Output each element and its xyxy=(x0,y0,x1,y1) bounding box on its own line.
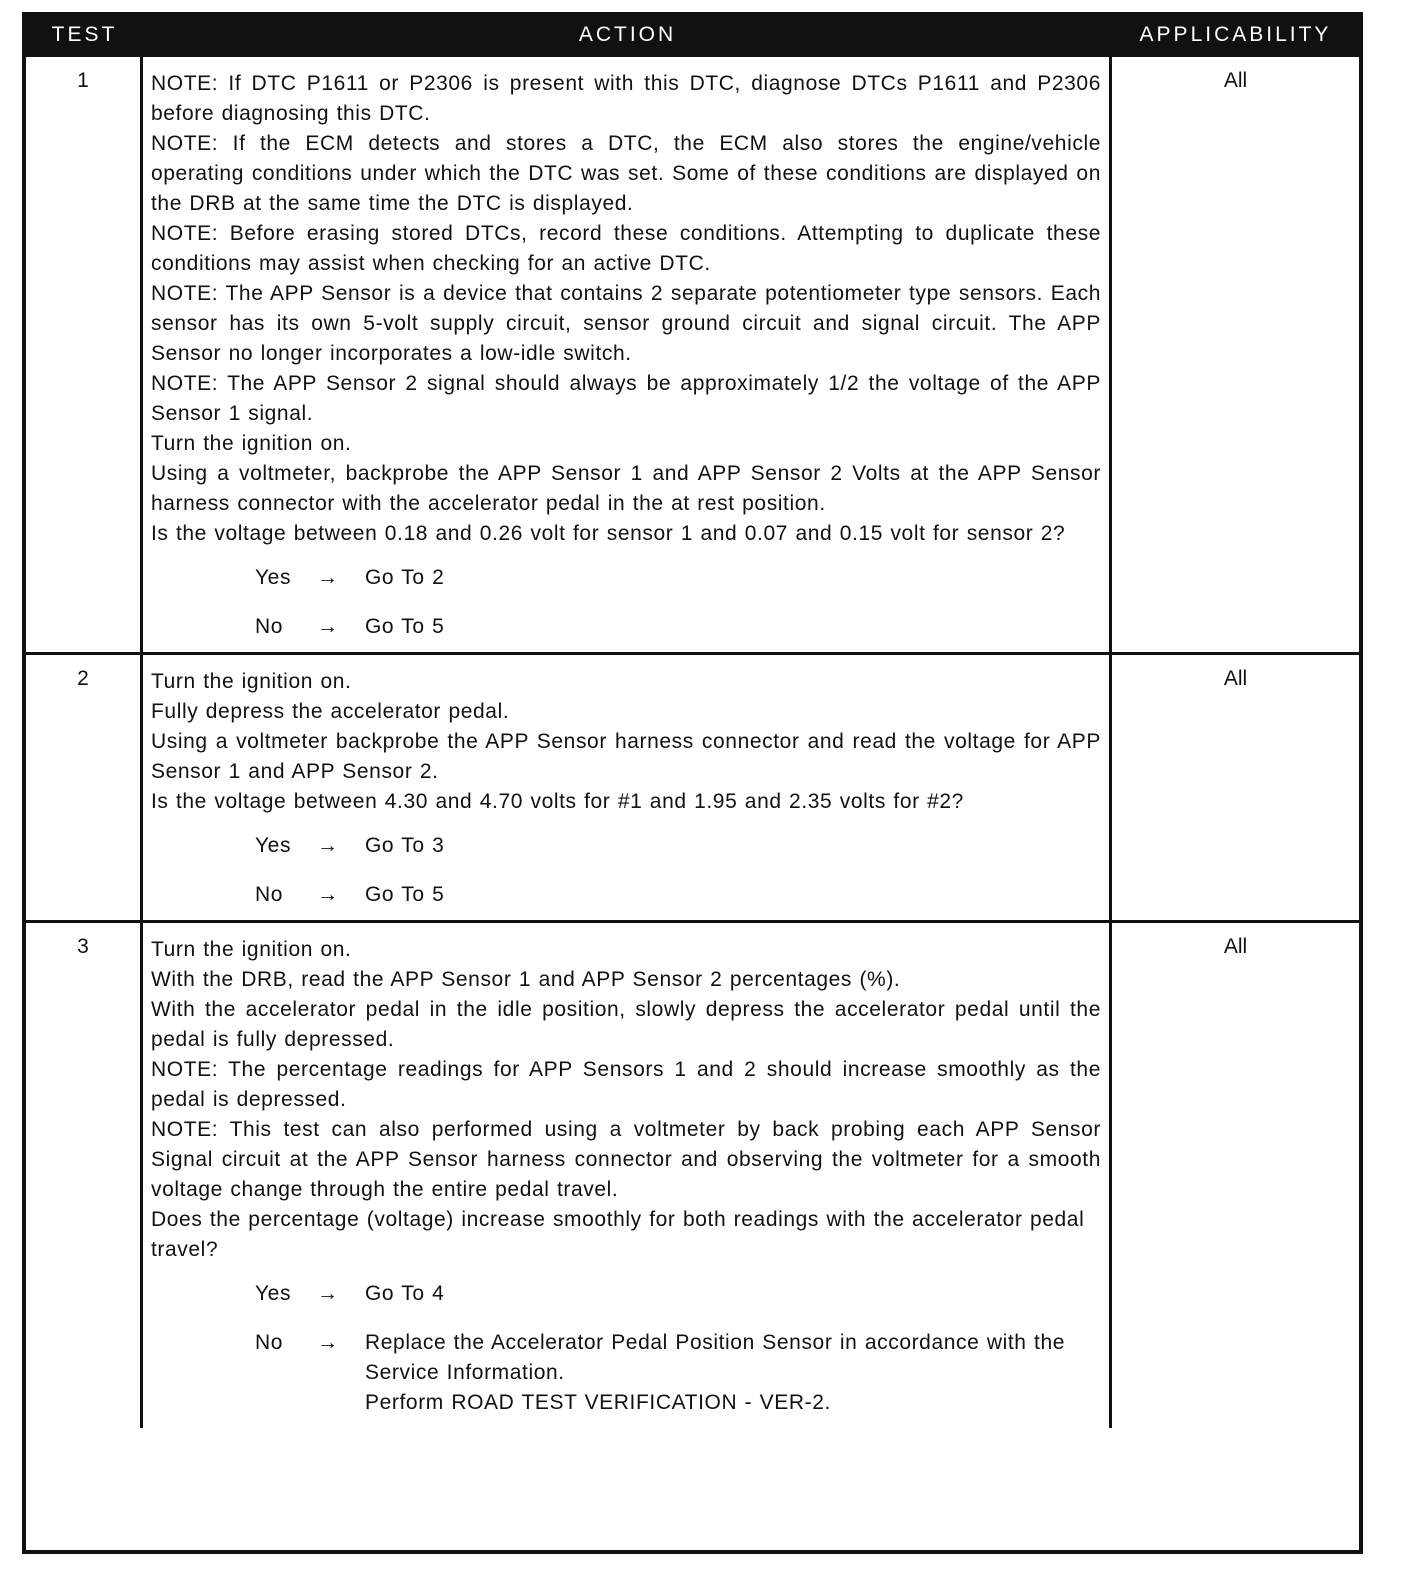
right-arrow-icon: → xyxy=(317,883,339,906)
answers xyxy=(151,1279,1101,1418)
applicability-value: All xyxy=(1223,667,1248,690)
table-header xyxy=(26,16,1359,54)
action-step: NOTE: The APP Sensor 2 signal should always be approximately 1/2 the voltage of the APP Sensor 1 signal. xyxy=(151,372,1101,425)
answer-yes xyxy=(151,1279,1101,1309)
answer-yes-text: Go To 4 xyxy=(365,1282,445,1305)
answer-no-label: No xyxy=(255,883,284,906)
action-step: Turn the ignition on. xyxy=(151,938,352,961)
answer-yes-label: Yes xyxy=(255,566,292,589)
action-step: Using a voltmeter, backprobe the APP Sensor 1 and APP Sensor 2 Volts at the APP Sensor harness connector with the accelerator pedal in the at rest position. xyxy=(151,462,1101,515)
applicability-value: All xyxy=(1223,935,1248,958)
answer-yes xyxy=(151,563,1101,593)
answer-no-text: Go To 5 xyxy=(365,615,445,638)
answer-no-text: Go To 5 xyxy=(365,883,445,906)
answer-yes xyxy=(151,831,1101,861)
action-question: Is the voltage between 4.30 and 4.70 volts for #1 and 1.95 and 2.35 volts for #2? xyxy=(151,790,964,813)
header-test: TEST xyxy=(51,23,118,46)
right-arrow-icon: → xyxy=(317,1331,339,1354)
test-number: 2 xyxy=(26,655,143,920)
action-step: Using a voltmeter backprobe the APP Sensor harness connector and read the voltage for APP Sensor 1 and APP Sensor 2. xyxy=(151,730,1101,783)
test-row-3 xyxy=(26,920,1359,1428)
action-step: NOTE: If the ECM detects and stores a DTC, the ECM also stores the engine/vehicle operating conditions under which the DTC was set. Some of these conditions are displayed on the DRB at the same time the DTC is displayed. xyxy=(151,132,1101,215)
action-question: Is the voltage between 0.18 and 0.26 volt for sensor 1 and 0.07 and 0.15 volt for sensor 2? xyxy=(151,522,1066,545)
header-action: ACTION xyxy=(578,23,677,46)
answers xyxy=(151,563,1101,642)
answer-no xyxy=(151,612,1101,642)
action-step: NOTE: The APP Sensor is a device that contains 2 separate potentiometer type sensors. Each sensor has its own 5-volt supply circuit, sensor ground circuit and signal circuit. The APP Sensor no longer incorporates a low-idle switch. xyxy=(151,282,1101,365)
right-arrow-icon: → xyxy=(317,1282,339,1305)
diagnostic-test-table xyxy=(22,12,1363,1554)
action-question: Does the percentage (voltage) increase smoothly for both readings with the accelerator pedal travel? xyxy=(151,1208,1085,1261)
action-step: Turn the ignition on. xyxy=(151,670,352,693)
right-arrow-icon: → xyxy=(317,834,339,857)
answer-no xyxy=(151,1328,1101,1418)
action-step: With the accelerator pedal in the idle position, slowly depress the accelerator pedal until the pedal is fully depressed. xyxy=(151,998,1101,1051)
answer-yes-text: Go To 3 xyxy=(365,834,445,857)
action-cell xyxy=(143,923,1112,1428)
header-applicability: APPLICABILITY xyxy=(1139,23,1332,46)
action-cell xyxy=(143,655,1112,920)
answer-yes-label: Yes xyxy=(255,1282,292,1305)
right-arrow-icon: → xyxy=(317,566,339,589)
test-number: 3 xyxy=(26,923,143,1428)
action-step: Turn the ignition on. xyxy=(151,432,352,455)
applicability-value: All xyxy=(1223,69,1248,92)
action-step: With the DRB, read the APP Sensor 1 and APP Sensor 2 percentages (%). xyxy=(151,968,901,991)
answers xyxy=(151,831,1101,910)
action-cell xyxy=(143,57,1112,652)
answer-yes-label: Yes xyxy=(255,834,292,857)
action-step: NOTE: The percentage readings for APP Sensors 1 and 2 should increase smoothly as the pedal is depressed. xyxy=(151,1058,1101,1111)
answer-yes-text: Go To 2 xyxy=(365,566,445,589)
action-step: NOTE: If DTC P1611 or P2306 is present with this DTC, diagnose DTCs P1611 and P2306 before diagnosing this DTC. xyxy=(151,72,1101,125)
answer-no xyxy=(151,880,1101,910)
answer-no-label: No xyxy=(255,615,284,638)
answer-no-label: No xyxy=(255,1331,284,1354)
action-step: NOTE: Before erasing stored DTCs, record these conditions. Attempting to duplicate these conditions may assist when checking for an active DTC. xyxy=(151,222,1101,275)
test-row-2 xyxy=(26,652,1359,920)
action-step: NOTE: This test can also performed using a voltmeter by back probing each APP Sensor Signal circuit at the APP Sensor harness connector and observing the voltmeter for a smooth voltage change through the entire pedal travel. xyxy=(151,1118,1101,1201)
test-number: 1 xyxy=(26,57,143,652)
action-step: Fully depress the accelerator pedal. xyxy=(151,700,510,723)
right-arrow-icon: → xyxy=(317,615,339,638)
test-row-1 xyxy=(26,54,1359,652)
answer-no-text: Replace the Accelerator Pedal Position Sensor in accordance with the Service Information. Perform ROAD TEST VERIFICATION - VER-2. xyxy=(365,1331,1066,1414)
